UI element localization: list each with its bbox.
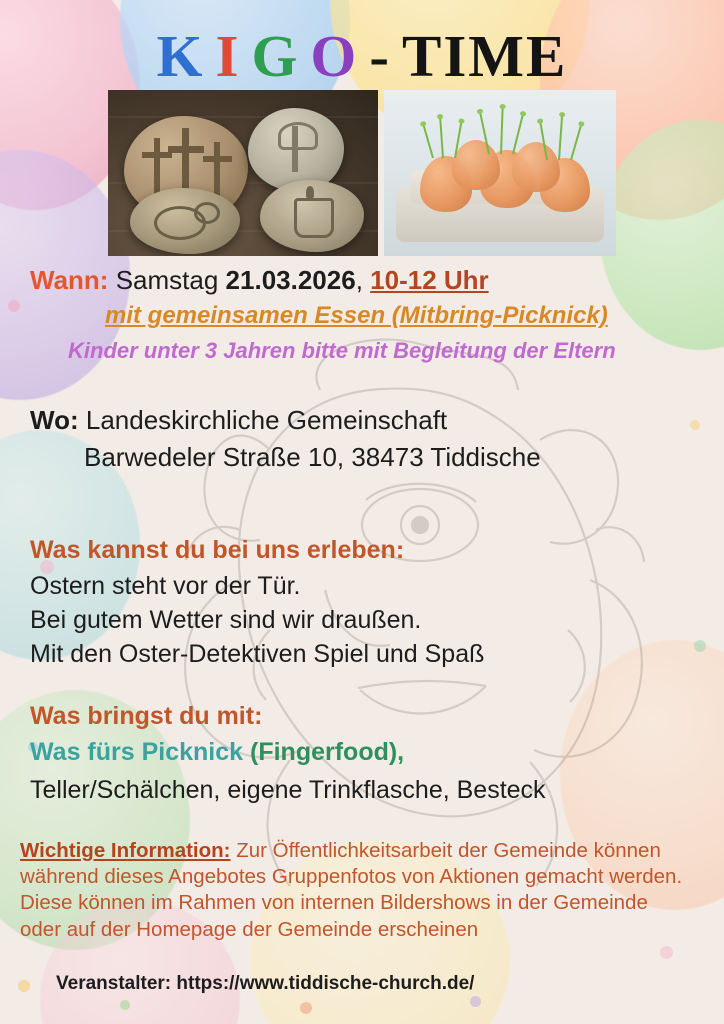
bring-fingerfood-part2: (Fingerfood), (250, 738, 405, 766)
poster-title (0, 22, 724, 91)
bring-items: Teller/Schälchen, eigene Trinkflasche, Besteck (30, 776, 546, 804)
bring-heading: Was bringst du mit: (30, 702, 263, 730)
when-picnic-note: mit gemeinsamen Essen (Mitbring-Picknick) (105, 302, 608, 330)
where-address: Barwedeler Straße 10, 38473 Tiddische (84, 442, 541, 473)
where-section (30, 404, 700, 475)
when-section (30, 264, 700, 365)
stone-candle (260, 180, 364, 252)
when-line (30, 264, 700, 297)
when-comma: , (355, 265, 363, 295)
bring-fingerfood-part1: Was fürs Picknick (30, 738, 250, 766)
where-label: Wo: (30, 405, 79, 435)
experience-heading: Was kannst du bei uns erleben: (30, 536, 405, 564)
host-section (56, 972, 716, 996)
when-day: Samstag (115, 265, 219, 295)
title-dash: - (369, 23, 390, 89)
when-kids-note: Kinder unter 3 Jahren bitte mit Begleitung der Eltern (68, 337, 616, 363)
experience-line-3: Mit den Oster-Detektiven Spiel und Spaß (30, 640, 485, 668)
title-letter-g: G (251, 23, 299, 89)
confetti-dot (470, 996, 481, 1007)
experience-line-1: Ostern steht vor der Tür. (30, 572, 301, 600)
egg-shell (452, 140, 500, 190)
where-venue: Landeskirchliche Gemeinschaft (85, 405, 448, 435)
cress-eggs-photo (384, 90, 616, 256)
when-date: 21.03.2026 (225, 265, 356, 295)
important-info-section (20, 838, 710, 943)
title-time-word: TIME (401, 23, 568, 89)
title-letter-k: K (156, 23, 204, 89)
experience-line-2: Bei gutem Wetter sind wir draußen. (30, 606, 422, 634)
experience-section (30, 534, 700, 672)
egg-shell (512, 142, 560, 192)
stone-tulip (248, 108, 344, 192)
stone-lamb (130, 188, 240, 254)
confetti-dot (300, 1002, 312, 1014)
confetti-dot (18, 980, 30, 992)
important-info-line-2: während dieses Angebotes Gruppenfotos von Aktionen gemacht werden. (20, 865, 683, 889)
bring-fingerfood-line (30, 736, 700, 768)
important-info-line-4: oder auf der Homepage der Gemeinde erscheinen (20, 917, 479, 941)
confetti-dot (120, 1000, 130, 1010)
bring-section (30, 700, 700, 806)
when-time: 10-12 Uhr (370, 265, 489, 295)
when-label: Wann: (30, 265, 109, 295)
title-letter-o: O (310, 23, 358, 89)
where-line (30, 404, 700, 437)
confetti-dot (660, 946, 673, 959)
title-letter-i: I (215, 23, 240, 89)
important-info-line-1 (20, 838, 710, 864)
important-info-line-3: Diese können im Rahmen von internen Bildershows in der Gemeinde (20, 891, 648, 915)
confetti-dot (8, 300, 20, 312)
easter-stones-photo (108, 90, 378, 256)
important-info-line-1-rest: Zur Öffentlichkeitsarbeit der Gemeinde können (230, 839, 661, 862)
important-info-label: Wichtige Information: (20, 839, 231, 862)
host-link[interactable]: Veranstalter: https://www.tiddische-church.de/ (56, 973, 475, 994)
photo-row (108, 90, 616, 256)
